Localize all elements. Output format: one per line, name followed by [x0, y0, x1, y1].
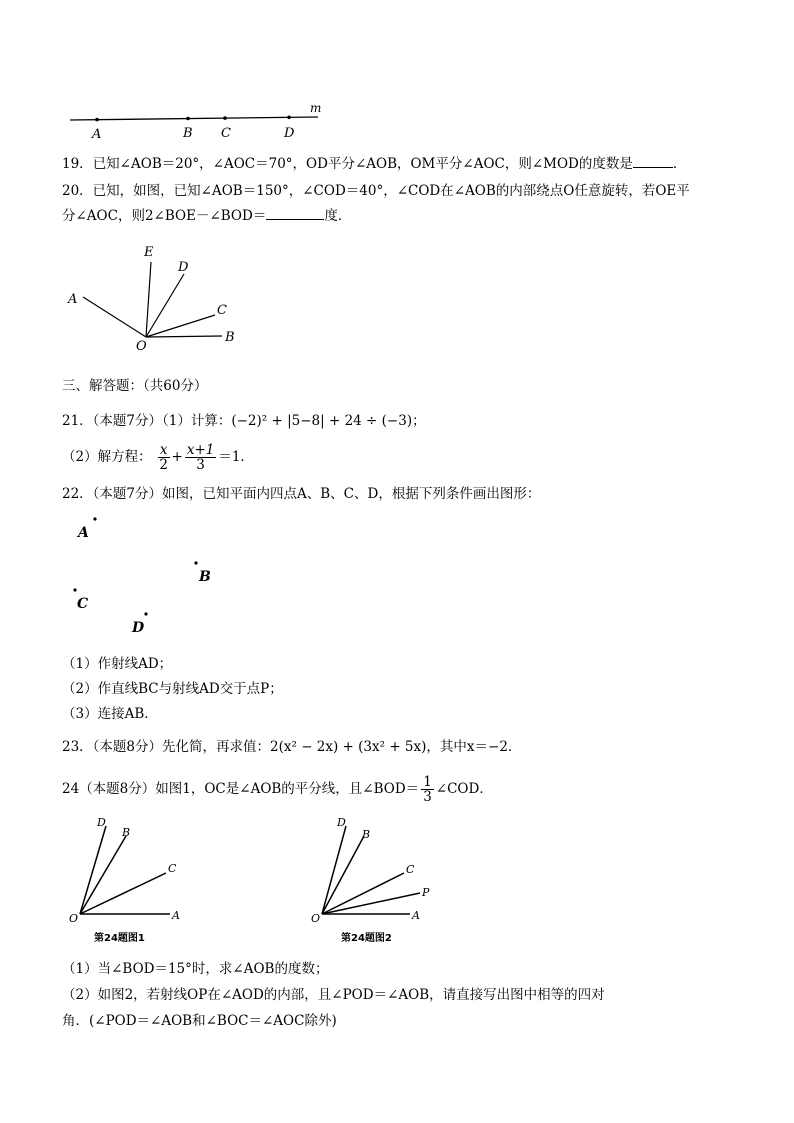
label-o: O [69, 912, 79, 925]
label-a: A [68, 292, 78, 307]
label-d: D [284, 126, 295, 141]
fraction-one-third [421, 775, 434, 804]
q22-step-3: （3）连接AB． [62, 706, 158, 722]
label-c: C [221, 126, 231, 141]
question-22-line1: 22．（本题7分）如图，已知平面内四点A、B、C、D，根据下列条件画出图形： [62, 486, 541, 502]
plus-sign: + [171, 449, 183, 465]
frac1-denominator: 2 [159, 457, 168, 473]
line-m [70, 117, 318, 120]
q20-answer-blank[interactable] [266, 219, 324, 220]
q24-figure-1 [62, 812, 212, 947]
label-e: E [144, 245, 154, 260]
label-c: C [77, 596, 89, 612]
frac-numerator: 1 [423, 774, 432, 790]
label-c: C [406, 863, 415, 876]
q19-text-end: ． [672, 156, 687, 172]
frac2-denominator: 3 [196, 457, 205, 473]
ray-op [322, 893, 420, 914]
label-p: P [422, 886, 430, 899]
label-b: B [199, 569, 211, 585]
label-d: D [337, 816, 346, 829]
q24-subquestion-2-line1: （2）如图2，若射线OP在∠AOD的内部，且∠POD＝∠AOB，请直接写出图中相等的四对 [62, 987, 605, 1003]
label-a: A [78, 525, 89, 541]
q21-equation-end: ＝1． [218, 449, 254, 465]
label-a: A [172, 909, 180, 922]
section-3-heading: 三、解答题：（共60分） [62, 378, 208, 394]
label-a: A [412, 909, 420, 922]
point-c-dot [73, 588, 76, 591]
label-d: D [132, 620, 145, 636]
point-c-dot [223, 116, 227, 120]
q20-angle-figure [60, 240, 250, 358]
label-c: C [168, 862, 177, 875]
fraction-x-plus-1-over-3 [185, 443, 217, 472]
label-m: m [310, 101, 322, 115]
ray-od [80, 826, 106, 914]
label-b: B [225, 330, 235, 345]
label-b: B [362, 828, 371, 841]
q24-subquestion-2-line2: 角．(∠POD＝∠AOB和∠BOC＝∠AOC除外) [62, 1013, 337, 1029]
ray-od [146, 274, 184, 337]
frac1-numerator: x [159, 442, 168, 458]
question-20-line2 [62, 204, 351, 224]
label-o: O [136, 339, 147, 354]
q19-text: 已知∠AOB＝20°，∠AOC＝70°，OD平分∠AOB，OM平分∠AOC，则∠MOD的度数是 [92, 156, 633, 172]
q21-label: （2）解方程： [62, 449, 152, 465]
frac-denominator: 3 [423, 789, 432, 805]
ray-oe [146, 262, 151, 337]
question-21-line2 [62, 443, 254, 472]
q20-text-end: 度． [324, 208, 352, 224]
ray-ob [146, 336, 222, 337]
label-d: D [97, 816, 106, 829]
label-b: B [183, 126, 193, 141]
q24-text-end: ∠COD． [435, 781, 493, 797]
q24-subquestion-1: （1）当∠BOD＝15°时，求∠AOB的度数； [62, 961, 329, 977]
ray-oc [322, 873, 404, 914]
ray-oc [146, 315, 215, 337]
ray-oa [83, 297, 146, 337]
point-a-dot [95, 118, 99, 122]
q22-step-2: （2）作直线BC与射线AD交于点P； [62, 681, 283, 697]
question-20-line1: 20．已知，如图，已知∠AOB＝150°，∠COD＝40°，∠COD在∠AOB的内部绕点O任意旋转，若OE平 [62, 183, 690, 199]
question-23: 23．（本题8分）先化简，再求值：2(x² − 2x) + (3x² + 5x)，其中x＝−2． [62, 739, 522, 755]
q19-number: 19． [62, 156, 93, 172]
label-b: B [122, 826, 131, 839]
question-24-line1 [62, 775, 493, 804]
ray-ob [322, 836, 364, 914]
label-c: C [217, 303, 227, 318]
line-m-figure [62, 100, 332, 142]
q24-text: 24（本题8分）如图1，OC是∠AOB的平分线，且∠BOD＝ [62, 781, 420, 797]
q24-figure-2 [306, 812, 456, 947]
point-a-dot [93, 517, 96, 520]
q20-text: 分∠AOC，则2∠BOE－∠BOD＝ [62, 208, 267, 224]
q22-points-figure [62, 510, 232, 640]
label-o: O [311, 912, 321, 925]
ray-od [322, 826, 346, 914]
point-b-dot [186, 117, 190, 121]
figure-2-caption: 第24题图2 [341, 933, 392, 944]
q22-step-1: （1）作射线AD； [62, 656, 173, 672]
figure-1-caption: 第24题图1 [94, 933, 145, 944]
point-d-dot [287, 116, 291, 120]
point-b-dot [194, 561, 197, 564]
point-d-dot [144, 612, 147, 615]
label-d: D [178, 260, 189, 275]
question-21-line1: 21．（本题7分）（1）计算：(−2)² + |5−8| + 24 ÷ (−3)； [62, 413, 426, 429]
question-19 [62, 152, 686, 172]
q19-answer-blank[interactable] [633, 167, 673, 168]
fraction-x-over-2 [158, 443, 170, 472]
label-a: A [92, 127, 102, 142]
frac2-numerator: x+1 [186, 442, 215, 458]
